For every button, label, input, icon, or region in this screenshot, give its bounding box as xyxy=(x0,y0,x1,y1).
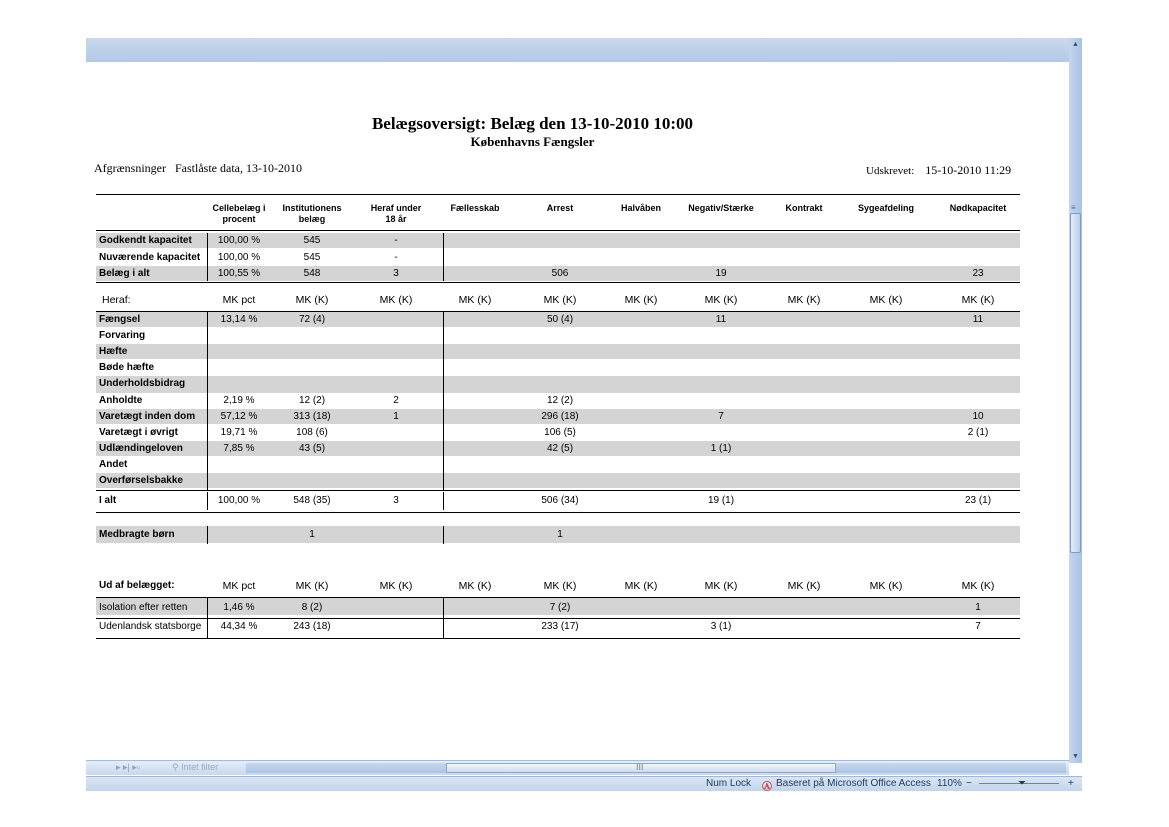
zoom-slider-thumb[interactable]: ⏷ xyxy=(1018,778,1026,789)
column-divider xyxy=(443,233,444,281)
subheader-cell: MK (K) xyxy=(869,580,903,592)
row-label: Udlændingeloven xyxy=(99,443,183,454)
row-label: Andet xyxy=(99,459,128,470)
ribbon-bar xyxy=(86,38,1069,63)
table-cell: 2 (1) xyxy=(967,427,989,438)
status-app-text: Baseret på Microsoft Office Access xyxy=(776,778,931,789)
table-cell: 296 (18) xyxy=(541,411,579,422)
table-cell: 12 (2) xyxy=(298,395,326,406)
scroll-grip-icon: ≡ xyxy=(1071,203,1076,212)
table-cell: 12 (2) xyxy=(546,395,574,406)
table-cell: 506 xyxy=(551,268,569,279)
column-divider xyxy=(207,492,208,510)
table-cell: 243 (18) xyxy=(293,621,331,632)
rule xyxy=(96,282,1020,283)
heraf-label: Heraf: xyxy=(102,294,131,306)
table-cell: 72 (4) xyxy=(298,314,326,325)
filter-value: Fastlåste data, 13-10-2010 xyxy=(175,161,302,175)
table-cell: 3 xyxy=(393,495,399,506)
table-cell: 42 (5) xyxy=(546,443,574,454)
column-divider xyxy=(207,526,208,544)
rule xyxy=(96,618,1020,619)
column-divider xyxy=(207,233,208,281)
table-cell: 233 (17) xyxy=(541,621,579,632)
table-cell: 100,55 % xyxy=(217,268,261,279)
column-header: Cellebelæg i procent xyxy=(212,203,266,224)
table-cell: 23 (1) xyxy=(964,495,992,506)
table-cell: 7 (2) xyxy=(549,602,571,613)
scroll-thumb-grip: III xyxy=(636,762,644,772)
table-cell: 11 xyxy=(972,314,984,325)
table-cell: 1 (1) xyxy=(710,443,732,454)
subheader-cell: MK (K) xyxy=(379,580,413,592)
report-subtitle: Københavns Fængsler xyxy=(470,134,595,149)
table-cell: 19,71 % xyxy=(220,427,258,438)
table-cell: 548 (35) xyxy=(293,495,331,506)
status-bar xyxy=(86,776,1082,791)
table-cell: 10 xyxy=(972,411,984,422)
subheader-cell: MK (K) xyxy=(961,294,995,306)
row-label: Underholdsbidrag xyxy=(99,378,186,389)
table-cell: 1 xyxy=(975,602,981,613)
subheader-cell: MK (K) xyxy=(787,580,821,592)
table-cell: 19 xyxy=(715,268,727,279)
table-cell: - xyxy=(394,235,398,246)
table-cell: 3 (1) xyxy=(710,621,732,632)
column-divider xyxy=(443,526,444,544)
row-label: Nuværende kapacitet xyxy=(99,252,201,263)
table-cell: 44,34 % xyxy=(220,621,258,632)
subheader-cell: MK (K) xyxy=(624,580,658,592)
row-label: Anholdte xyxy=(99,395,143,406)
table-cell: 11 xyxy=(715,314,727,325)
table-cell: 100,00 % xyxy=(217,235,261,246)
filter-label: Afgrænsninger xyxy=(94,161,166,175)
column-divider xyxy=(207,312,208,490)
table-cell: 19 (1) xyxy=(707,495,735,506)
subheader-cell: MK (K) xyxy=(704,580,738,592)
column-divider xyxy=(443,598,444,638)
column-header: Halvåben xyxy=(620,203,662,213)
column-header: Nødkapacitet xyxy=(949,203,1007,213)
table-cell: 13,14 % xyxy=(220,314,258,325)
table-cell: 2,19 % xyxy=(223,395,255,406)
filter-button[interactable]: ⚲ Intet filter xyxy=(172,762,219,772)
rule xyxy=(96,194,1020,195)
table-cell: 506 (34) xyxy=(541,495,579,506)
subheader-cell: MK (K) xyxy=(543,294,577,306)
row-label: Overførselsbakke xyxy=(99,475,183,486)
table-cell: 2 xyxy=(393,395,399,406)
table-cell: 1 xyxy=(309,529,315,540)
scroll-down-icon[interactable]: ▼ xyxy=(1072,753,1079,760)
row-label: Bøde hæfte xyxy=(99,362,154,373)
report-page xyxy=(86,62,1069,760)
record-navigation-bar xyxy=(86,760,1069,775)
column-header: Sygeafdeling xyxy=(857,203,915,213)
subheader-cell: MK (K) xyxy=(543,580,577,592)
row-label: I alt xyxy=(99,495,117,506)
rule xyxy=(96,512,1020,513)
report-title: Belægsoversigt: Belæg den 13-10-2010 10:00 xyxy=(371,114,694,133)
table-cell: 43 (5) xyxy=(298,443,326,454)
table-cell: 8 (2) xyxy=(301,602,323,613)
subheader-cell: MK (K) xyxy=(961,580,995,592)
scroll-up-icon[interactable]: ▲ xyxy=(1072,41,1079,48)
vertical-scroll-thumb[interactable] xyxy=(1070,213,1081,553)
rule xyxy=(96,230,1020,231)
subheader-cell: MK (K) xyxy=(458,580,492,592)
printed-info xyxy=(866,163,1011,178)
rule xyxy=(96,638,1020,639)
printed-value: 15-10-2010 11:29 xyxy=(925,163,1012,177)
subheader-cell: MK (K) xyxy=(295,294,329,306)
zoom-level[interactable]: 110% xyxy=(937,778,962,789)
table-cell: 548 xyxy=(303,268,321,279)
filter-info xyxy=(94,161,302,176)
subheader-cell: MK (K) xyxy=(295,580,329,592)
access-icon: Ⓐ xyxy=(762,782,772,793)
row-label: Belæg i alt xyxy=(99,268,150,279)
column-header: Fællesskab xyxy=(450,203,500,213)
table-cell: 57,12 % xyxy=(220,411,258,422)
table-cell: 7 xyxy=(975,621,981,632)
subheader-cell: MK (K) xyxy=(869,294,903,306)
table-cell: 545 xyxy=(303,252,321,263)
table-cell: 7,85 % xyxy=(223,443,255,454)
table-cell: 1 xyxy=(393,411,399,422)
access-report-window xyxy=(86,38,1082,793)
table-cell: 100,00 % xyxy=(217,252,261,263)
row-label: Varetægt i øvrigt xyxy=(99,427,178,438)
row-label: Fængsel xyxy=(99,314,141,325)
table-cell: 1 xyxy=(557,529,563,540)
table-cell: 1,46 % xyxy=(223,602,255,613)
table-cell: 7 xyxy=(718,411,724,422)
column-header: Negativ/Stærke xyxy=(688,203,754,213)
column-divider xyxy=(443,492,444,510)
row-label: Hæfte xyxy=(99,346,128,357)
subheader-cell: MK (K) xyxy=(379,294,413,306)
table-cell: - xyxy=(394,252,398,263)
table-cell: 23 xyxy=(972,268,984,279)
column-header: Kontrakt xyxy=(785,203,823,213)
column-header: Arrest xyxy=(546,203,574,213)
column-divider xyxy=(207,598,208,638)
row-label: Udenlandsk statsborge xyxy=(99,621,202,632)
column-header: Heraf under 18 år xyxy=(370,203,422,224)
subheader-cell: MK (K) xyxy=(624,294,658,306)
row-label: Varetægt inden dom xyxy=(99,411,196,422)
vertical-scrollbar[interactable] xyxy=(1069,38,1082,763)
row-label: Forvaring xyxy=(99,330,146,341)
row-shading xyxy=(96,344,1020,359)
subheader-cell: MK pct xyxy=(222,580,256,592)
row-label: Godkendt kapacitet xyxy=(99,235,192,246)
row-shading xyxy=(96,473,1020,488)
num-lock-indicator: Num Lock xyxy=(706,778,752,789)
subheader-cell: MK pct xyxy=(222,294,256,306)
table-cell: 3 xyxy=(393,268,399,279)
filter-icon: ⚲ xyxy=(172,762,179,772)
table-cell: 50 (4) xyxy=(546,314,574,325)
udaf-label: Ud af belægget: xyxy=(99,580,175,591)
table-cell: 313 (18) xyxy=(293,411,331,422)
table-cell: 545 xyxy=(303,235,321,246)
table-cell: 106 (5) xyxy=(544,427,576,438)
record-nav-buttons[interactable]: ▸ ▸| ▸▫ xyxy=(116,762,141,772)
printed-label: Udskrevet: xyxy=(866,165,915,177)
row-label: Isolation efter retten xyxy=(99,602,188,613)
row-label: Medbragte børn xyxy=(99,529,175,540)
subheader-cell: MK (K) xyxy=(787,294,821,306)
subheader-cell: MK (K) xyxy=(458,294,492,306)
column-header: Institutionens belæg xyxy=(282,203,342,224)
table-cell: 108 (6) xyxy=(296,427,328,438)
column-divider xyxy=(443,312,444,490)
row-shading xyxy=(96,376,1020,393)
zoom-out-icon[interactable]: − xyxy=(966,778,972,789)
zoom-in-icon[interactable]: + xyxy=(1068,778,1074,789)
rule xyxy=(96,490,1020,491)
table-cell: 100,00 % xyxy=(217,495,261,506)
subheader-cell: MK (K) xyxy=(704,294,738,306)
